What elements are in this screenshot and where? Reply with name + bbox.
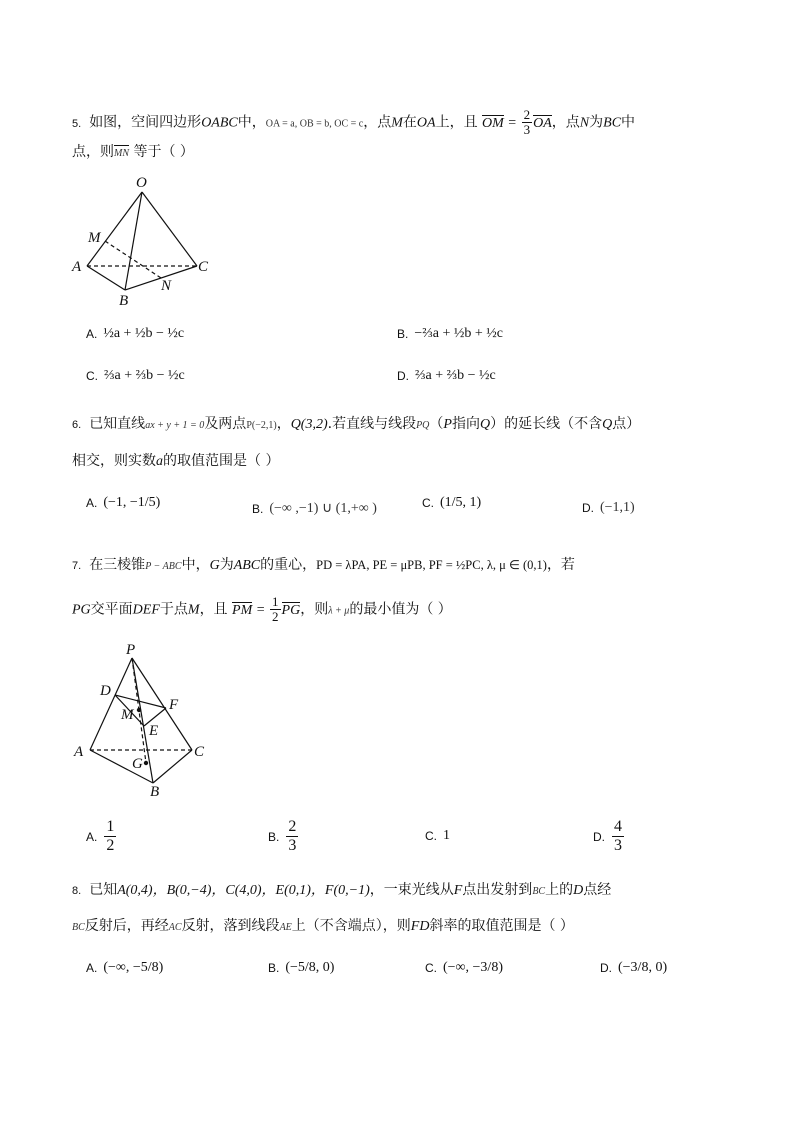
edge-ob (125, 192, 142, 290)
q6-option-c[interactable]: C. (1/5, 1) (422, 495, 482, 510)
q8-option-c-expr: (−∞, −3/8) (443, 960, 503, 975)
q8-option-c[interactable]: C. (−∞, −3/8) (425, 960, 503, 975)
edge-oa (87, 192, 142, 266)
q5-option-a[interactable]: A. ½a + ½b − ½c (86, 326, 185, 341)
q5-vec-om: OM (482, 114, 504, 134)
label-d: D (100, 683, 111, 699)
edge-pc (132, 658, 192, 750)
label-f: F (169, 697, 179, 713)
q5-option-c[interactable]: C. ⅔a + ⅔b − ½c (86, 368, 185, 383)
q8-option-d-expr: (−3/8, 0) (618, 960, 668, 975)
q8-option-a[interactable]: A. (−∞, −5/8) (86, 960, 164, 975)
q7-option-d[interactable]: D. $\frac{4}{3}$ (593, 818, 622, 854)
q5-option-b[interactable]: B. −⅔a + ½b + ½c (397, 326, 503, 341)
q5-fraction: $\frac{2}{3}$ (523, 107, 531, 137)
q6-line-equation: ax + y + 1 = 0 (145, 420, 205, 431)
q6-option-a-expr: (−1, −1/5) (103, 495, 161, 510)
q7-option-c[interactable]: C. 1 (425, 828, 450, 843)
q5-option-c-expr: ⅔a + ⅔b − ½c (104, 368, 185, 383)
label-a: A (72, 259, 82, 275)
q6-option-c-expr: (1/5, 1) (440, 495, 482, 510)
q8-option-a-expr: (−∞, −5/8) (103, 960, 164, 975)
q5-option-d-expr: ⅔a + ⅔b − ½c (415, 368, 496, 383)
q6-line2: 相交，则实数a的取值范围是（ ） (72, 453, 280, 469)
point-g (144, 761, 148, 765)
q7-line1: 7. 在三棱锥P − ABC中，G为ABC的重心，PD = λPA, PE = μPB, PF = ½PC, λ, μ ∈ (0,1)，若 (72, 557, 575, 573)
q7-option-b[interactable]: B. $\frac{2}{3}$ (268, 818, 297, 854)
q8-line2: BC反射后，再经AC反射，落到线段AE上（不含端点），则FD斜率的取值范围是（ ） (72, 918, 574, 934)
label-m: M (88, 230, 101, 246)
q5-vec-mn: MN (114, 144, 129, 164)
q8-option-b-expr: (−5/8, 0) (285, 960, 335, 975)
q6-option-b-expr: (−∞ ,−1) ∪ (1,+∞ ) (269, 501, 377, 516)
q7-vector-condition: PD = λPA, PE = μPB, PF = ½PC, λ, μ ∈ (0,1) (316, 558, 547, 572)
q7-vec-pg: PG (282, 601, 301, 621)
label-n: N (161, 278, 172, 294)
q5-option-d[interactable]: D. ⅔a + ⅔b − ½c (397, 368, 496, 383)
q7-pyramid-figure (70, 638, 220, 798)
q8-option-d[interactable]: D. (−3/8, 0) (600, 960, 668, 975)
label-b: B (150, 784, 160, 798)
q6-option-d[interactable]: D. (−1,1) (582, 500, 635, 515)
q8-points: A(0,4)，B(0,−4)，C(4,0)，E(0,1)，F(0,−1) (117, 883, 370, 898)
edge-bc (153, 750, 192, 783)
edge-oc (142, 192, 197, 266)
q6-option-d-expr: (−1,1) (600, 500, 635, 515)
label-a: A (74, 744, 84, 760)
label-b: B (119, 293, 129, 309)
q7-option-a[interactable]: A. $\frac{1}{2}$ (86, 818, 115, 854)
q8-option-b[interactable]: B. (−5/8, 0) (268, 960, 335, 975)
edge-ab (87, 266, 125, 290)
q5-line2: 点，则MN 等于（ ） (72, 142, 194, 164)
q7-fraction: $\frac{1}{2}$ (272, 594, 279, 624)
edge-ab (90, 750, 153, 783)
label-c: C (198, 259, 209, 275)
q5-vector-condition: OA = a, OB = b, OC = c (265, 118, 364, 130)
q5-tetrahedron-figure (70, 170, 220, 310)
label-c: C (194, 744, 205, 760)
q6-option-a[interactable]: A. (−1, −1/5) (86, 495, 161, 510)
label-o: O (136, 175, 147, 191)
edge-pa (90, 658, 132, 750)
label-m: M (121, 707, 134, 723)
q5-vec-oa: OA (533, 114, 552, 134)
q6-line1: 6. 已知直线ax + y + 1 = 0及两点P(−2,1)，Q(3,2).若直线与线段PQ（P指向Q）的延长线（不含Q点） (72, 416, 641, 432)
label-g: G (132, 756, 143, 772)
q7-line2: PG交平面DEF于点M，且 PM = $\frac{1}{2}$ PG，则λ + μ的最小值为（ ） (72, 594, 452, 624)
q7-vec-pm: PM (232, 601, 252, 621)
label-p: P (126, 642, 136, 658)
q8-line1: 8. 已知A(0,4)，B(0,−4)，C(4,0)，E(0,1)，F(0,−1)，一束光线从F点出发射到BC上的D点经 (72, 882, 612, 898)
q5-option-b-expr: −⅔a + ½b + ½c (414, 326, 503, 341)
point-m (137, 708, 141, 712)
q5-line1: 5. 如图，空间四边形OABC中，OA = a, OB = b, OC = c，点M在OA上，且 OM = $\frac{2}{3}$ OA，点N为BC中 (72, 107, 636, 137)
q5-option-a-expr: ½a + ½b − ½c (103, 326, 185, 341)
q6-option-b[interactable]: B. (−∞ ,−1) ∪ (1,+∞ ) (252, 501, 377, 516)
label-e: E (149, 723, 159, 739)
